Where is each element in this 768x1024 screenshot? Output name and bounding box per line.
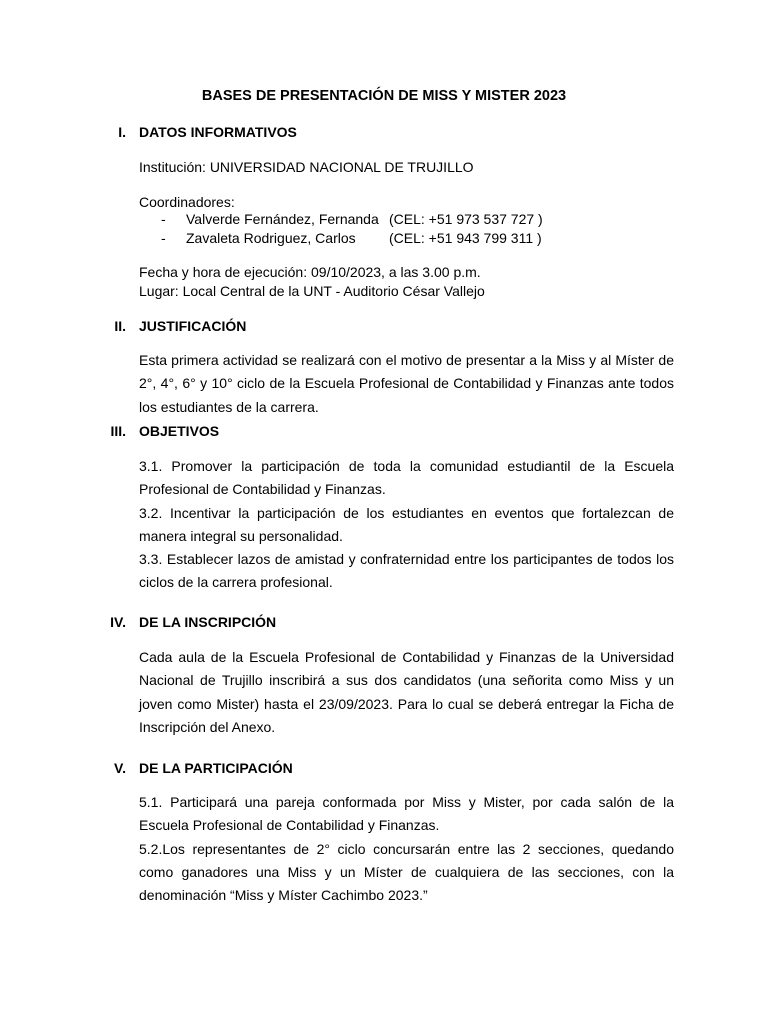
lugar-line: Lugar: Local Central de la UNT - Auditorio César Vallejo xyxy=(139,283,485,299)
section-heading-datos-informativos xyxy=(0,122,700,142)
section-number: V. xyxy=(114,760,126,776)
document-title: BASES DE PRESENTACIÓN DE MISS Y MISTER 2023 xyxy=(201,88,567,104)
coordinator-phone: (CEL: +51 973 537 727 ) xyxy=(389,211,543,227)
fecha-line: Fecha y hora de ejecución: 09/10/2023, a las 3.00 p.m. xyxy=(139,264,481,280)
section-heading-objetivos xyxy=(0,421,700,441)
justificacion-paragraph xyxy=(139,349,674,419)
section-heading-participacion xyxy=(0,758,700,778)
inscripcion-text: Cada aula de la Escuela Profesional de Contabilidad y Finanzas de la Universidad Nacional de Trujillo inscribirá a sus dos candidatos (una señorita como Miss y un joven como Mister) hasta el 23/09/2023. Para lo cual se deberá entregar la Ficha de Inscripción del Anexo. xyxy=(139,649,674,735)
inscripcion-paragraph xyxy=(139,646,674,739)
participacion-item: 5.1. Participará una pareja conformada por Miss y Mister, por cada salón de la Escuela Profesional de Contabilidad y Finanzas. xyxy=(139,794,674,834)
section-number: II. xyxy=(114,318,126,334)
section-heading-justificacion xyxy=(0,316,700,336)
institucion-line: Institución: UNIVERSIDAD NACIONAL DE TRUJILLO xyxy=(139,159,474,175)
section-title: DATOS INFORMATIVOS xyxy=(139,124,297,140)
objetivos-list xyxy=(139,455,674,595)
coordinadores-label: Coordinadores: xyxy=(139,194,235,210)
dash-bullet: - xyxy=(161,211,166,227)
objetivo-item: 3.3. Establecer lazos de amistad y confraternidad entre los participantes de todos los ciclos de la carrera profesional. xyxy=(139,551,674,591)
section-number: I. xyxy=(118,124,126,140)
objetivo-item: 3.1. Promover la participación de toda la comunidad estudiantil de la Escuela Profesional de Contabilidad y Finanzas. xyxy=(139,458,674,498)
section-number: IV. xyxy=(110,614,126,630)
section-number: III. xyxy=(110,423,126,439)
section-title: OBJETIVOS xyxy=(139,423,220,439)
coordinator-name: Zavaleta Rodriguez, Carlos xyxy=(186,230,356,246)
section-title: DE LA INSCRIPCIÓN xyxy=(139,614,277,630)
coordinator-phone: (CEL: +51 943 799 311 ) xyxy=(389,230,542,246)
dash-bullet: - xyxy=(161,230,166,246)
section-title: DE LA PARTICIPACIÓN xyxy=(139,760,293,776)
participacion-item: 5.2.Los representantes de 2° ciclo concursarán entre las 2 secciones, quedando como ganadores una Miss y un Míster de cualquiera de las secciones, con la denominación “Miss y Míster Cachimbo 2023.” xyxy=(139,840,674,904)
objetivo-item: 3.2. Incentivar la participación de los estudiantes en eventos que fortalezcan de manera integral su personalidad. xyxy=(139,504,674,544)
participacion-list xyxy=(139,791,674,907)
coordinator-name: Valverde Fernández, Fernanda xyxy=(186,211,379,227)
section-heading-inscripcion xyxy=(0,612,700,632)
justificacion-text: Esta primera actividad se realizará con el motivo de presentar a la Miss y al Míster de 2°, 4°, 6° y 10° ciclo de la Escuela Profesional de Contabilidad y Finanzas ante todos los estudiantes de la carrera. xyxy=(139,352,674,415)
section-title: JUSTIFICACIÓN xyxy=(139,318,247,334)
